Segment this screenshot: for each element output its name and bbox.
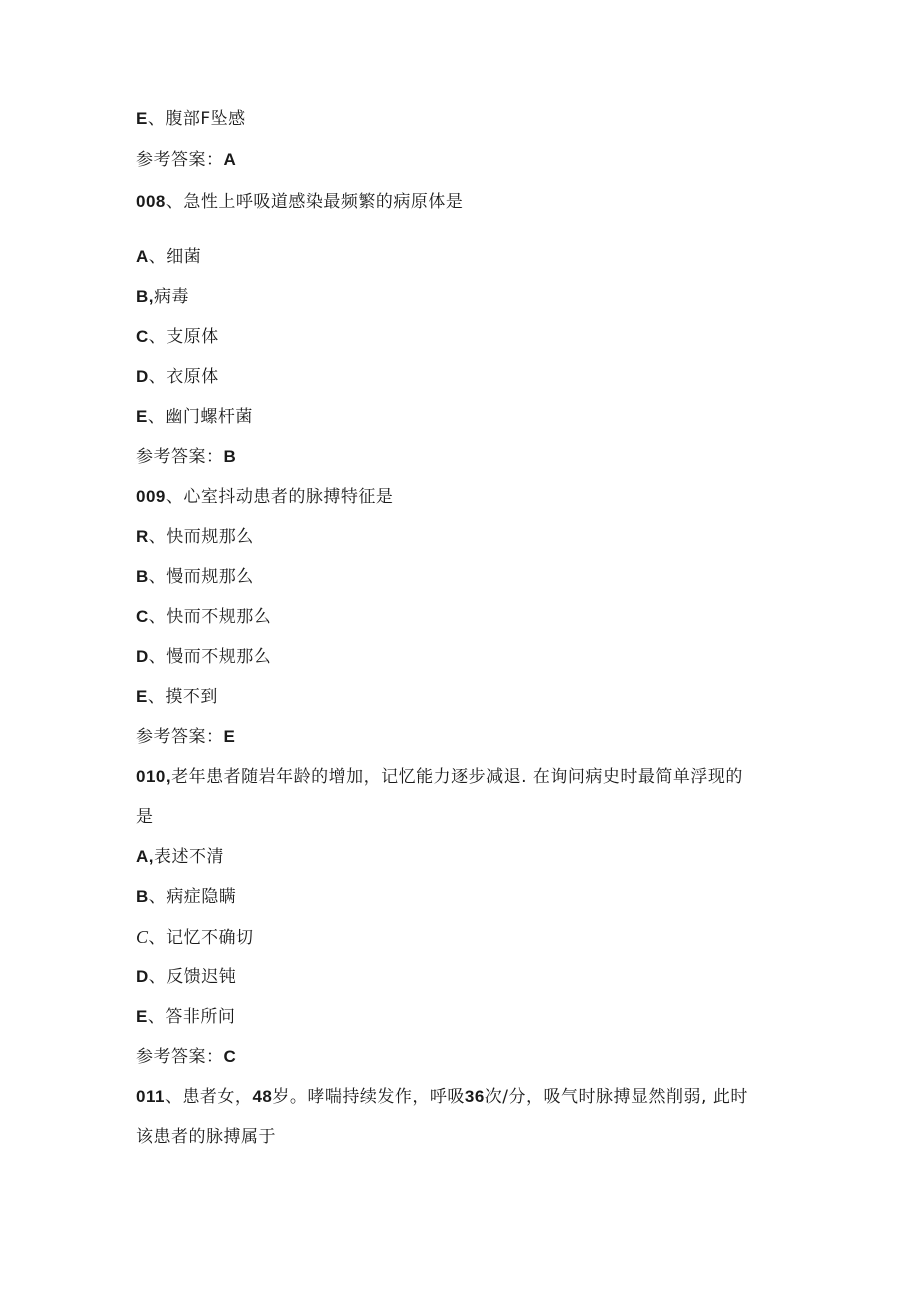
option-letter: B, [136,287,154,306]
answer-line [136,1046,236,1068]
option-text: 幽门螺杆菌 [165,407,253,427]
option-sep: 、 [147,1007,166,1027]
answer-value: B [223,447,237,466]
option-sep: 、 [148,647,167,667]
option-letter: C [136,327,149,346]
option-d-line [136,646,271,668]
option-e-line [136,406,253,428]
question-text: 患者女， [182,1087,253,1107]
option-letter: C [136,607,149,626]
answer-line [136,149,236,171]
breath-rate-number: 36 [464,1087,485,1106]
option-sep: 、 [148,607,167,627]
option-e-line [136,108,246,130]
question-number: 011 [136,1087,165,1106]
option-text: 记忆不确切 [166,928,254,948]
option-text: 摸不到 [165,687,218,707]
option-sep: 、 [148,527,167,547]
question-sep: 、 [165,487,184,507]
option-sep: 、 [148,247,167,267]
question-011-continued [136,1126,276,1148]
option-text: 答非所问 [165,1007,236,1027]
option-sep: 、 [148,928,167,948]
option-sep: 、 [148,887,167,907]
option-c-line [136,326,219,348]
option-letter: D [136,967,149,986]
question-number: 010, [136,767,172,786]
option-text: 表述不清 [154,847,224,867]
option-b-line [136,286,189,308]
question-009 [136,486,393,508]
option-b-line [136,886,236,908]
option-text: 细菌 [166,247,202,267]
answer-label: 参考答案： [136,1047,224,1067]
option-letter: B [136,887,149,906]
question-sep: 、 [164,1087,183,1107]
option-c-line [136,606,271,628]
question-text: 心室抖动患者的脉搏特征是 [183,487,394,507]
option-letter: B [136,567,149,586]
age-number: 48 [252,1087,273,1106]
option-letter: A, [136,847,154,866]
option-e-line [136,686,218,708]
option-text: 病症隐瞒 [166,887,237,907]
option-e-line [136,1006,235,1028]
answer-value: C [223,1047,237,1066]
question-sep: 、 [165,192,184,212]
answer-line [136,726,235,748]
question-010-continued [136,806,154,828]
option-sep: 、 [148,567,167,587]
option-d-line [136,366,219,388]
question-number: 009 [136,487,166,506]
option-text: 病毒 [154,287,189,307]
option-letter: A [136,247,149,266]
answer-value: E [223,727,236,746]
question-008 [136,191,463,213]
answer-label: 参考答案： [136,727,224,747]
option-text: 快而规那么 [166,527,254,547]
option-sep: 、 [147,407,166,427]
option-letter: D [136,647,149,666]
option-letter: D [136,367,149,386]
option-r-line [136,526,254,548]
option-sep: 、 [148,327,167,347]
option-d-line [136,966,236,988]
option-text: 慢而不规那么 [166,647,272,667]
answer-label: 参考答案： [136,150,224,170]
option-text: 衣原体 [166,367,219,387]
option-a-line [136,246,201,268]
option-c-line [136,926,254,949]
question-text: 次/分，吸气时脉搏显然削弱, 此时 [484,1087,748,1107]
option-text: 支原体 [166,327,219,347]
option-a-line [136,846,224,868]
option-letter: E [136,109,148,128]
question-010 [136,766,743,788]
option-sep: 、 [148,967,167,987]
question-text: 岁。哮喘持续发作，呼吸 [272,1087,465,1107]
option-letter: C [136,927,149,947]
option-letter: R [136,527,149,546]
option-text: 快而不规那么 [166,607,272,627]
question-text: 是 [136,807,154,827]
option-text: 慢而规那么 [166,567,254,587]
option-b-line [136,566,254,588]
question-text: 该患者的脉搏属于 [136,1127,276,1147]
answer-line [136,446,236,468]
answer-value: A [223,150,237,169]
question-text: 急性上呼吸道感染最频繁的病原体是 [183,192,464,212]
answer-label: 参考答案： [136,447,224,467]
option-text: 腹部F坠感 [165,109,246,129]
option-letter: E [136,407,148,426]
option-letter: E [136,687,148,706]
option-sep: 、 [148,367,167,387]
option-text: 反馈迟钝 [166,967,237,987]
question-number: 008 [136,192,166,211]
option-sep: 、 [147,109,166,129]
question-text: 老年患者随岩年龄的增加，记忆能力逐步减退. 在询问病史时最简单浮现的 [171,767,743,787]
option-letter: E [136,1007,148,1026]
option-sep: 、 [147,687,166,707]
question-011 [136,1086,748,1108]
